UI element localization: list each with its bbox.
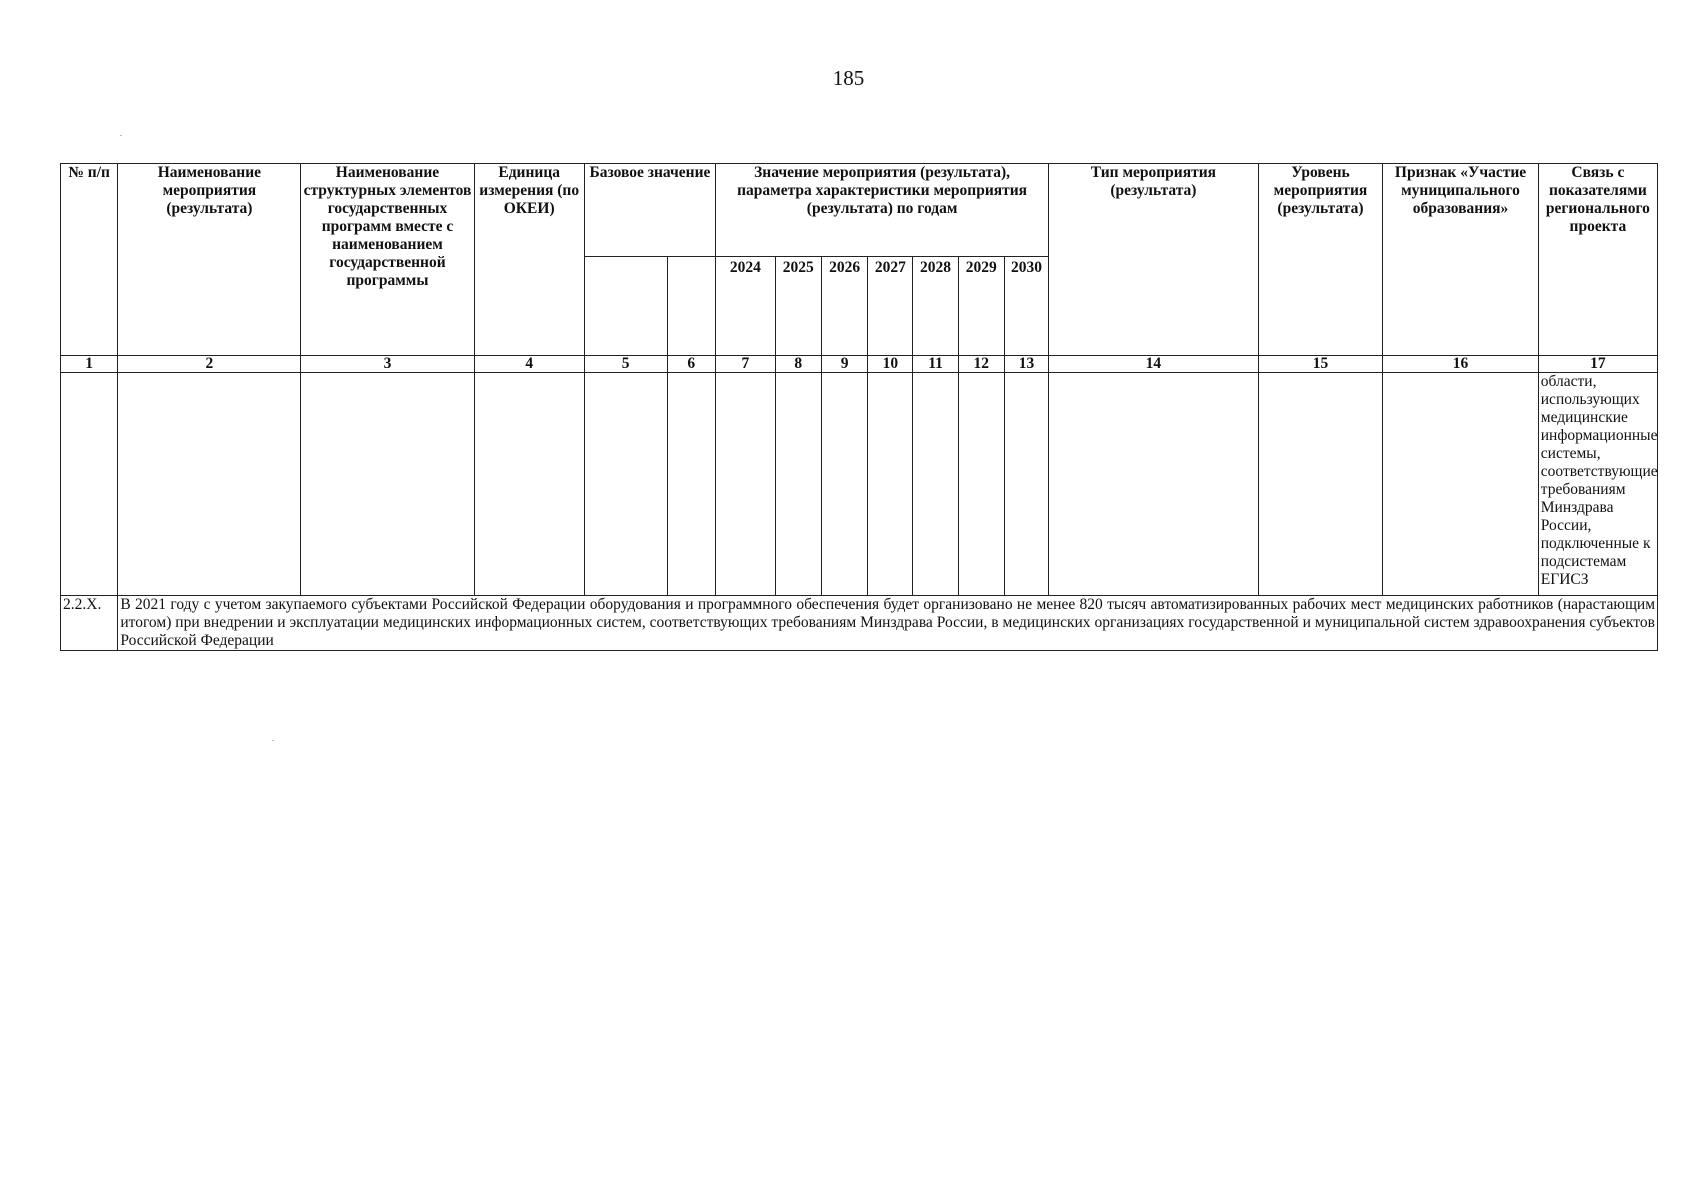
col-num-7: 7 — [716, 356, 776, 373]
col-num-12: 12 — [958, 356, 1004, 373]
header-municipal-flag: Признак «Участие муниципального образования» — [1383, 164, 1538, 356]
col-num-2: 2 — [118, 356, 301, 373]
col-num-16: 16 — [1383, 356, 1538, 373]
table-row — [61, 596, 1658, 651]
col-num-3: 3 — [301, 356, 474, 373]
regional-link-continuation: области, использующих медицинские информационные системы, соответствующие требованиям Минздрава России, подключенные к подсистемам ЕГИСЗ — [1538, 373, 1657, 596]
base-year-spacer — [667, 257, 716, 356]
continuation-row — [61, 373, 1658, 596]
header-type: Тип мероприятия (результата) — [1049, 164, 1259, 356]
col-num-1: 1 — [61, 356, 118, 373]
empty-cell — [61, 373, 118, 596]
col-num-4: 4 — [474, 356, 584, 373]
col-num-6: 6 — [667, 356, 716, 373]
measures-table — [60, 163, 1658, 651]
empty-cell — [1383, 373, 1538, 596]
empty-cell — [821, 373, 867, 596]
col-num-13: 13 — [1004, 356, 1048, 373]
column-number-row — [61, 356, 1658, 373]
scan-speck — [272, 740, 274, 741]
scan-speck — [120, 135, 122, 136]
row-number: 2.2.X. — [61, 596, 118, 651]
header-unit: Единица измерения (по ОКЕИ) — [474, 164, 584, 356]
header-row — [61, 164, 1658, 257]
header-base-value: Базовое значение — [584, 164, 715, 257]
empty-cell — [775, 373, 821, 596]
col-num-10: 10 — [868, 356, 913, 373]
year-2029: 2029 — [958, 257, 1004, 356]
col-num-5: 5 — [584, 356, 667, 373]
empty-cell — [868, 373, 913, 596]
header-values-by-year: Значение мероприятия (результата), параметра характеристики мероприятия (результата) по годам — [716, 164, 1049, 257]
empty-cell — [1004, 373, 1048, 596]
col-num-8: 8 — [775, 356, 821, 373]
col-num-17: 17 — [1538, 356, 1657, 373]
empty-cell — [584, 373, 667, 596]
page-number: 185 — [832, 66, 865, 90]
empty-cell — [474, 373, 584, 596]
empty-cell — [716, 373, 776, 596]
header-level: Уровень мероприятия (результата) — [1258, 164, 1383, 356]
year-2030: 2030 — [1004, 257, 1048, 356]
header-regional-link: Связь с показателями регионального проекта — [1538, 164, 1657, 356]
year-2025: 2025 — [775, 257, 821, 356]
col-num-9: 9 — [821, 356, 867, 373]
year-2027: 2027 — [868, 257, 913, 356]
header-num: № п/п — [61, 164, 118, 356]
empty-cell — [1258, 373, 1383, 596]
empty-cell — [118, 373, 301, 596]
empty-cell — [958, 373, 1004, 596]
header-structural-elements: Наименование структурных элементов государственных программ вместе с наименованием государственной программы — [301, 164, 474, 356]
col-num-11: 11 — [913, 356, 958, 373]
header-name: Наименование мероприятия (результата) — [118, 164, 301, 356]
year-2028: 2028 — [913, 257, 958, 356]
empty-cell — [667, 373, 716, 596]
year-2024: 2024 — [716, 257, 776, 356]
empty-cell — [301, 373, 474, 596]
year-2026: 2026 — [821, 257, 867, 356]
col-num-15: 15 — [1258, 356, 1383, 373]
col-num-14: 14 — [1049, 356, 1259, 373]
row-description: В 2021 году с учетом закупаемого субъектами Российской Федерации оборудования и программного обеспечения будет организовано не менее 820 тысяч автоматизированных рабочих мест медицинских работников (нарастающим итогом) при внедрении и эксплуатации медицинских информационных систем, соответствующих требованиям Минздрава России, в медицинских организациях государственной и муниципальной систем здравоохранения субъектов Российской Федерации — [118, 596, 1658, 651]
empty-cell — [1049, 373, 1259, 596]
base-value-spacer — [584, 257, 667, 356]
empty-cell — [913, 373, 958, 596]
